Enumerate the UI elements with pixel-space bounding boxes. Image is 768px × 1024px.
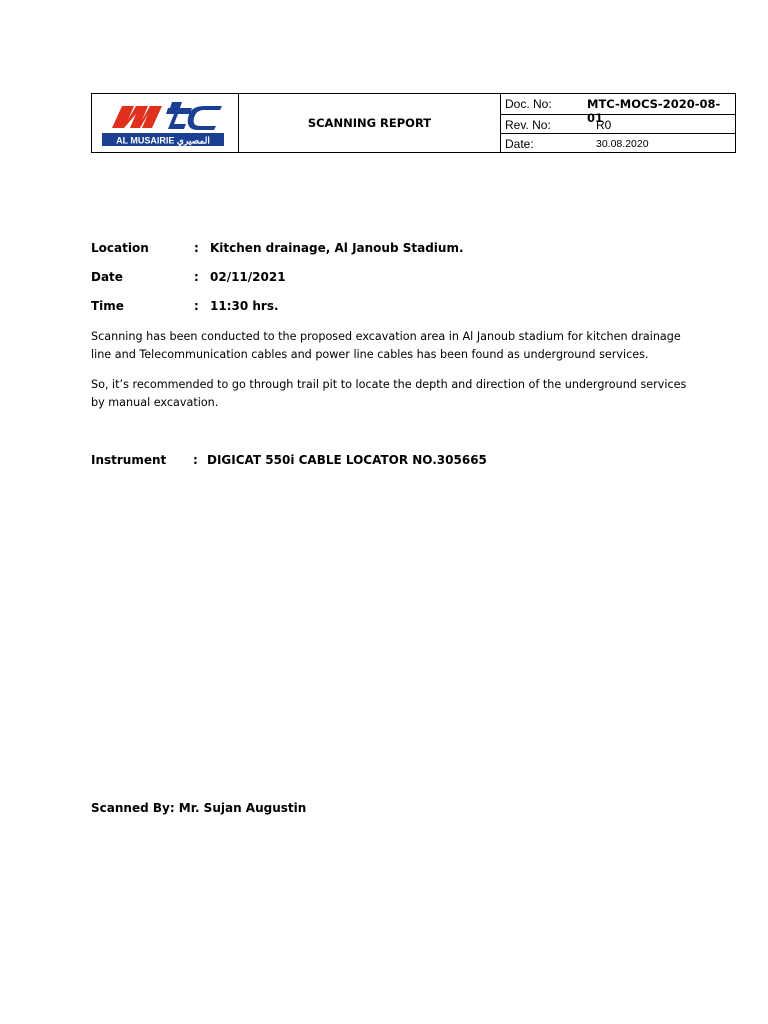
time-colon: : <box>194 299 199 313</box>
document-meta <box>501 94 735 152</box>
instrument-label: Instrument <box>91 453 167 467</box>
recommendation-paragraph: So, it’s recommended to go through trail pit to locate the depth and direction of the underground services by manual excavation. <box>91 378 687 409</box>
rev-no-label: Rev. No: <box>505 118 551 132</box>
mtc-logo-icon <box>100 98 230 148</box>
instrument-colon: : <box>193 453 198 467</box>
doc-no-value: MTC-MOCS-2020-08-01 <box>587 97 721 125</box>
logo-text: AL MUSAIRIE المصيري <box>116 135 210 146</box>
date-label: Date <box>91 270 123 284</box>
doc-date-value: 30.08.2020 <box>596 138 649 150</box>
findings-paragraph: Scanning has been conducted to the proposed excavation area in Al Janoub stadium for kitchen drainage line and Telecommunication cables and power line cables has been found as underground services. <box>91 330 681 361</box>
doc-date-label: Date: <box>505 137 534 151</box>
rev-no-value: R0 <box>596 118 612 132</box>
date-colon: : <box>194 270 199 284</box>
rev-no-row <box>501 114 735 134</box>
doc-no-label: Doc. No: <box>505 97 552 111</box>
instrument-value: DIGICAT 550i CABLE LOCATOR NO.305665 <box>207 453 487 467</box>
doc-date-row <box>501 133 735 153</box>
time-value: 11:30 hrs. <box>210 299 279 313</box>
time-label: Time <box>91 299 124 313</box>
date-value: 02/11/2021 <box>210 270 286 284</box>
header-table <box>91 93 736 153</box>
location-label: Location <box>91 241 149 255</box>
company-logo <box>92 94 238 152</box>
location-colon: : <box>194 241 199 255</box>
location-value: Kitchen drainage, Al Janoub Stadium. <box>210 241 464 255</box>
scanned-by: Scanned By: Mr. Sujan Augustin <box>91 801 307 815</box>
report-title: SCANNING REPORT <box>307 116 432 130</box>
